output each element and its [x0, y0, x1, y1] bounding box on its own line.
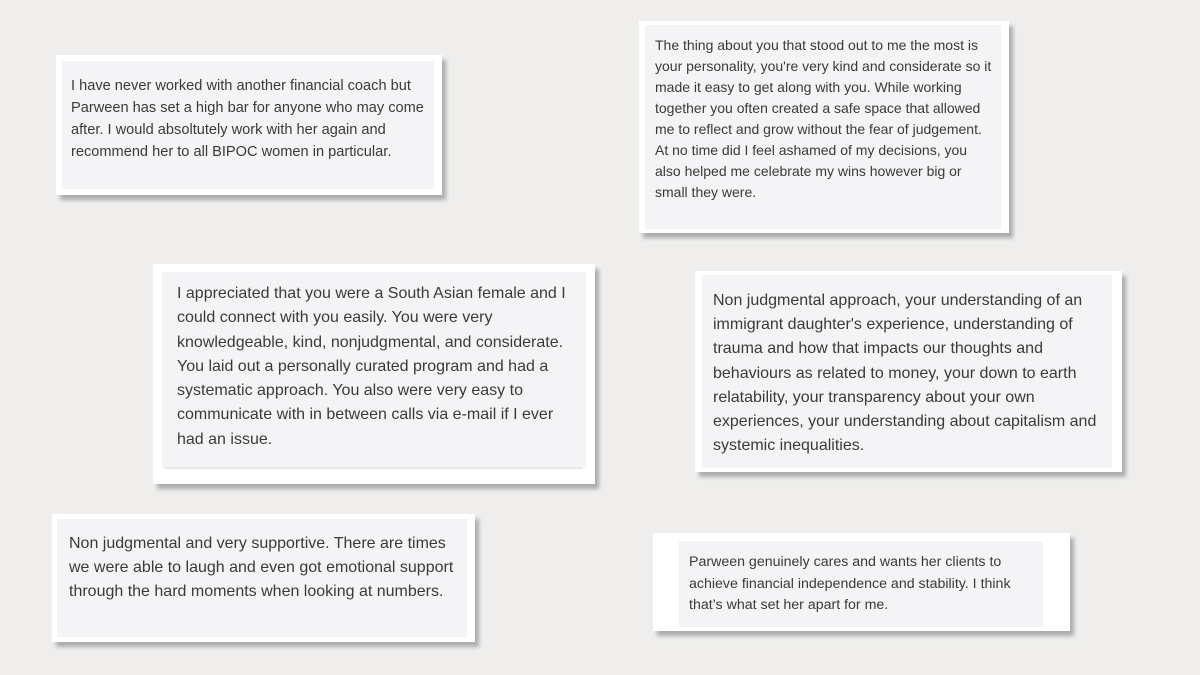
testimonial-card-6-body: [679, 541, 1043, 627]
testimonial-text-2: The thing about you that stood out to me the most is your personality, you're very kind and considerate so it made it easy to get along with you. While working together you often created a safe space that allowed me to reflect and grow without the fear of judgement. At no time did I feel ashamed of my decisions, you also helped me celebrate my wins however big or small they were.: [655, 37, 992, 200]
testimonial-card-5: [52, 514, 475, 642]
testimonial-card-1-body: [62, 61, 434, 189]
testimonial-card-1: [56, 55, 442, 195]
testimonial-text-5: Non judgmental and very supportive. There are times we were able to laugh and even got emotional support through the hard moments when looking at numbers.: [69, 535, 454, 601]
testimonial-card-3-body: [162, 272, 586, 468]
testimonial-text-3: I appreciated that you were a South Asian female and I could connect with you easily. You were very knowledgeable, kind, nonjudgmental, and considerate. You laid out a personally curated program and had a systematic approach. You also were very easy to communicate with in between calls via e-mail if I ever had an issue.: [177, 285, 566, 448]
testimonial-card-5-body: [57, 519, 467, 637]
testimonial-card-4: [695, 271, 1122, 472]
testimonial-card-2-body: [645, 25, 1001, 229]
testimonial-card-3: [153, 264, 595, 484]
testimonial-card-4-body: [702, 275, 1112, 468]
testimonial-card-6: [653, 533, 1070, 631]
testimonial-text-1: I have never worked with another financial coach but Parween has set a high bar for anyone who may come after. I would absoltutely work with her again and recommend her to all BIPOC women in particular.: [71, 78, 424, 160]
testimonial-text-6: Parween genuinely cares and wants her clients to achieve financial independence and stability. I think that’s what set her apart for me.: [689, 554, 1011, 613]
testimonial-text-4: Non judgmental approach, your understanding of an immigrant daughter's experience, understanding of trauma and how that impacts our thoughts and behaviours as related to money, your down to earth relatability, your transparency about your own experiences, your understanding about capitalism and systemic inequalities.: [713, 292, 1097, 455]
testimonial-card-2: [639, 21, 1009, 233]
card-divider: [165, 467, 583, 469]
